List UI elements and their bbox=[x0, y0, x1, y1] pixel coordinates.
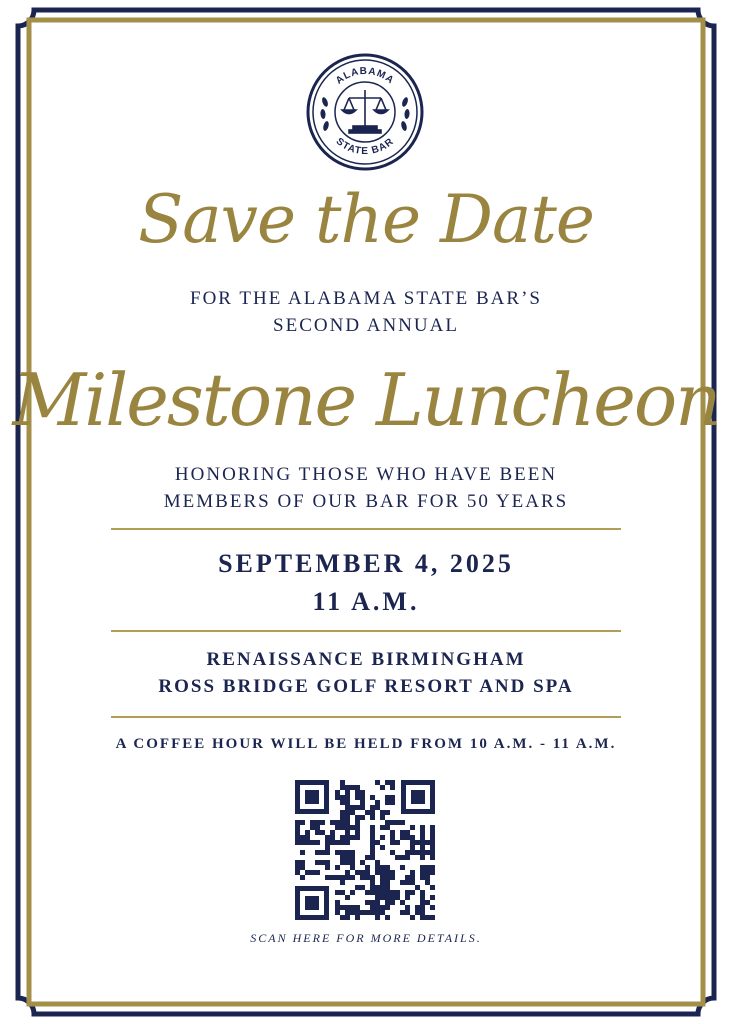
coffee-hour-note: A COFFEE HOUR WILL BE HELD FROM 10 A.M. - 11 A.M. bbox=[115, 736, 617, 752]
honoring-text bbox=[0, 461, 732, 515]
subtitle-line-1: FOR THE ALABAMA STATE BAR’S bbox=[190, 288, 542, 309]
seal-bottom-text: STATE BAR bbox=[333, 135, 397, 158]
divider-rule bbox=[111, 630, 621, 632]
subtitle bbox=[0, 285, 732, 339]
honoring-line-2: MEMBERS OF OUR BAR FOR 50 YEARS bbox=[163, 491, 569, 512]
honoring-line-1: HONORING THOSE WHO HAVE BEEN bbox=[174, 464, 558, 485]
divider-rule bbox=[111, 528, 621, 530]
save-the-date-title: Save the Date bbox=[138, 181, 594, 258]
venue-line-1: RENAISSANCE BIRMINGHAM bbox=[206, 649, 526, 670]
venue-line-2: ROSS BRIDGE GOLF RESORT AND SPA bbox=[158, 676, 574, 697]
subtitle-line-2: SECOND ANNUAL bbox=[273, 315, 459, 336]
event-date: SEPTEMBER 4, 2025 bbox=[218, 549, 514, 578]
event-time: 11 A.M. bbox=[312, 587, 420, 616]
seal-top-text: ALABAMA bbox=[333, 65, 397, 87]
divider-rule bbox=[111, 716, 621, 718]
event-title: Milestone Luncheon bbox=[12, 358, 720, 442]
alabama-state-bar-seal bbox=[305, 52, 425, 172]
scan-note: SCAN HERE FOR MORE DETAILS. bbox=[250, 931, 482, 945]
qr-code[interactable] bbox=[293, 778, 437, 922]
